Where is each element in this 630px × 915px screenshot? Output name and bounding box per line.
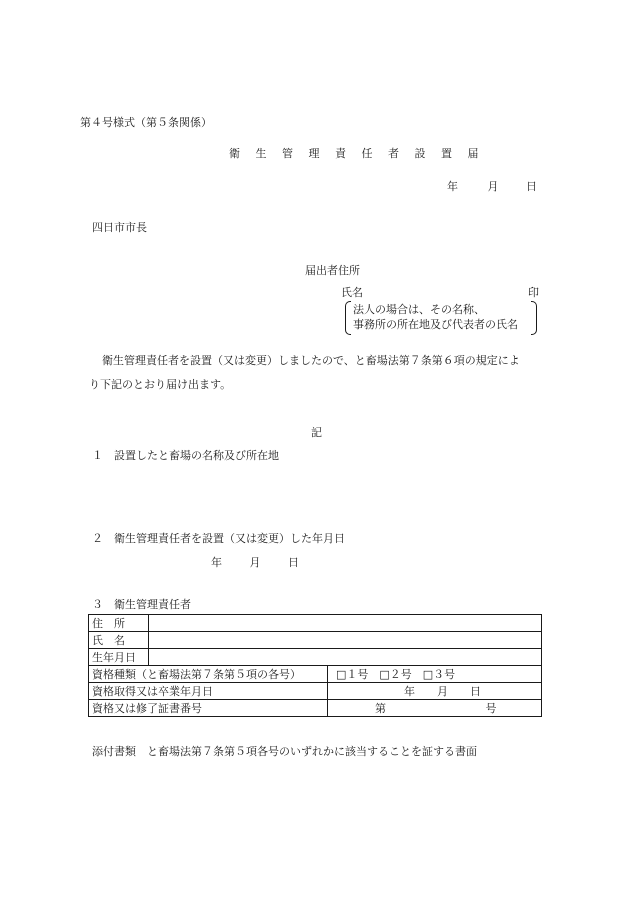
notifier-name-label: 氏名	[341, 286, 363, 299]
ki-heading: 記	[311, 426, 322, 439]
attachment-note: 添付書類 と畜場法第７条第５項各号のいずれかに該当することを証する書面	[92, 745, 477, 758]
corporate-note-line1: 法人の場合は、その名称、	[353, 303, 485, 316]
notifier-address-label: 届出者住所	[305, 264, 360, 277]
cert-number-label: 資格又は修了証書番号	[89, 700, 328, 717]
date-month: 月	[487, 180, 499, 193]
date-year: 年	[447, 180, 458, 193]
document-title: 衛 生 管 理 責 任 者 設 置 届	[229, 147, 485, 160]
item2-heading: ２ 衛生管理責任者を設置（又は変更）した年月日	[92, 532, 345, 545]
cert-prefix: 第	[375, 701, 386, 715]
addressee: 四日市市長	[92, 221, 147, 234]
table-row-qual-date	[89, 683, 542, 700]
seal-mark: 印	[528, 286, 539, 299]
item2-day: 日	[288, 556, 299, 569]
table-row-qual-type	[89, 666, 542, 683]
item2-date	[211, 556, 299, 569]
date-day: 日	[526, 180, 537, 193]
name-value[interactable]	[149, 632, 542, 649]
qual-type-label: 資格種類（と畜場法第７条第５項の各号）	[89, 666, 328, 683]
corporate-note-line2: 事務所の所在地及び代表者の氏名	[353, 318, 518, 331]
body-text-line2: り下記のとおり届け出ます。	[89, 378, 232, 391]
cert-number-value[interactable]	[328, 700, 542, 717]
body-text-line1: 衛生管理責任者を設置（又は変更）しましたので、と畜場法第７条第６項の規定によ	[102, 354, 520, 367]
item2-month: 月	[249, 556, 261, 569]
table-row-address	[89, 615, 542, 632]
manager-info-table	[88, 614, 542, 717]
item2-year: 年	[211, 556, 222, 569]
right-bracket	[531, 301, 537, 335]
item1-heading: １ 設置したと畜場の名称及び所在地	[92, 449, 279, 462]
qual-date-value[interactable]: 年 月 日	[328, 683, 542, 700]
item3-heading: ３ 衛生管理責任者	[92, 598, 191, 611]
corporate-note	[345, 301, 537, 335]
qual-date-label: 資格取得又は卒業年月日	[89, 683, 328, 700]
left-bracket	[345, 301, 351, 335]
table-row-birthdate	[89, 649, 542, 666]
name-label: 氏 名	[89, 632, 149, 649]
form-number: 第４号様式（第５条関係）	[80, 116, 212, 129]
table-row-cert-number	[89, 700, 542, 717]
address-value[interactable]	[149, 615, 542, 632]
cert-suffix: 号	[485, 701, 497, 715]
birthdate-value[interactable]	[149, 649, 542, 666]
qual-type-options[interactable]: □１号 □２号 □３号	[328, 666, 542, 683]
table-row-name	[89, 632, 542, 649]
birthdate-label: 生年月日	[89, 649, 149, 666]
address-label: 住 所	[89, 615, 149, 632]
submission-date	[447, 180, 537, 193]
